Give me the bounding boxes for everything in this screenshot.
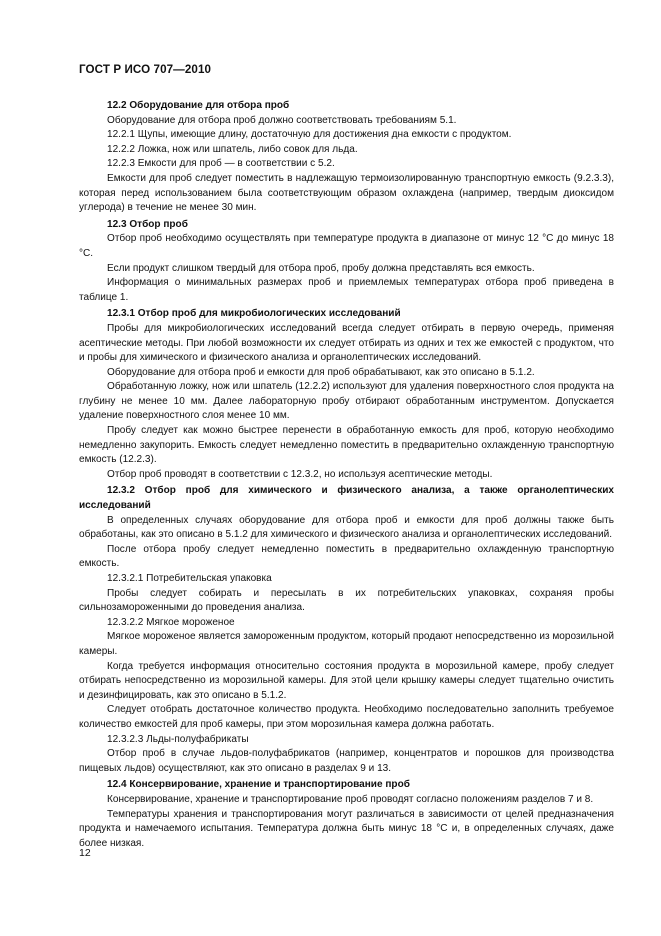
paragraph: Следует отобрать достаточное количество продукта. Необходимо последовательно заполнить требуемое количество емкостей для проб камеры, при этом морозильная камера должна работать. bbox=[79, 704, 614, 730]
paragraph: Пробы следует собирать и пересылать в их потребительских упаковках, сохраняя пробы сильнозамороженными до проведения анализа. bbox=[79, 587, 614, 614]
paragraph: Обработанную ложку, нож или шпатель (12.2.2) используют для удаления поверхностного слоя продукта на глубину не менее 10 мм. Далее лабораторную пробу отбирают обработанным инструментом. Допускается удаление поверхностного слоя менее 10 мм. bbox=[79, 381, 614, 422]
paragraph: Емкости для проб следует поместить в надлежащую термоизолированную транспортную емкость (9.2.3.3), которая перед использованием была соответствующим образом охлаждена (например, твердым диоксидом углерода) в течение не менее 30 мин. bbox=[79, 172, 614, 214]
paragraph: Отбор проб проводят в соответствии с 12.3.2, но используя асептические методы. bbox=[107, 468, 493, 480]
paragraph: Отбор проб необходимо осуществлять при температуре продукта в диапазоне от минус 12 °С до минус 18 °С. bbox=[79, 233, 614, 259]
list-item: 12.2.2 Ложка, нож или шпатель, либо совок для льда. bbox=[107, 143, 358, 155]
subsection-heading: 12.3.1 Отбор проб для микробиологических исследований bbox=[107, 308, 401, 320]
paragraph: Оборудование для отбора проб должно соответствовать требованиям 5.1. bbox=[107, 114, 457, 126]
section-heading: 12.2 Оборудование для отбора проб bbox=[107, 100, 290, 111]
subsection-heading: 12.3.2 Отбор проб для химического и физического анализа, а также органолептических исследований bbox=[79, 485, 614, 512]
standard-header: ГОСТ Р ИСО 707—2010 bbox=[79, 63, 212, 76]
clause-heading: 12.3.2.1 Потребительская упаковка bbox=[107, 573, 272, 584]
list-item: 12.2.3 Емкости для проб — в соответствии с 5.2. bbox=[107, 158, 335, 170]
list-item: 12.2.1 Щупы, имеющие длину, достаточную для достижения дна емкости с продуктом. bbox=[107, 129, 512, 141]
paragraph: Оборудование для отбора проб и емкости для проб обрабатывают, как это описано в 5.1.2. bbox=[107, 366, 535, 378]
paragraph: Температуры хранения и транспортирования могут различаться в зависимости от целей предназначения продукта и намечаемого испытания. Температура должна быть минус 18 °С и, в определенных случаях, даже более низкая. bbox=[79, 808, 614, 849]
page-number: 12 bbox=[79, 847, 91, 859]
paragraph: Пробу следует как можно быстрее перенести в обработанную емкость для проб, которую необходимо немедленно закупорить. Емкость следует немедленно поместить в предварительно охлажденную транспортную емкость (12.2.3). bbox=[79, 425, 614, 466]
paragraph: В определенных случаях оборудование для отбора проб и емкости для проб должны также быть обработаны, как это описано в 5.1.2 для химического и физического анализа и органолептических исследований. bbox=[79, 514, 614, 541]
paragraph: Консервирование, хранение и транспортирование проб проводят согласно положениям разделов 7 и 8. bbox=[107, 793, 594, 805]
clause-heading: 12.3.2.3 Льды-полуфабрикаты bbox=[107, 733, 249, 745]
paragraph: Мягкое мороженое является замороженным продуктом, который продают непосредственно из морозильной камеры. bbox=[79, 631, 614, 657]
paragraph: Когда требуется информация относительно состояния продукта в морозильной камере, пробу следует отбирать непосредственно из морозильной камеры. Для этой цели крышку камеры следует тщательно очистить и дезинфицировать, как это описано в 5.1.2. bbox=[79, 660, 614, 701]
paragraph: Если продукт слишком твердый для отбора проб, пробу должна представлять вся емкость. bbox=[107, 262, 535, 274]
section-heading: 12.3 Отбор проб bbox=[107, 218, 188, 230]
clause-heading: 12.3.2.2 Мягкое мороженое bbox=[107, 616, 235, 628]
paragraph: Отбор проб в случае льдов-полуфабрикатов (например, концентратов и порошков для производства пищевых льдов) осуществляют, как это описано в разделах 9 и 13. bbox=[79, 748, 614, 774]
section-heading: 12.4 Консервирование, хранение и транспортирование проб bbox=[107, 779, 410, 791]
paragraph: Пробы для микробиологических исследований всегда следует отбирать в первую очередь, применяя асептические методы. При любой возможности их следует отбирать из одних и тех же емкостей с продуктом, что и пробы для химического и физического анализа и органолептических исследований. bbox=[79, 322, 614, 364]
document-body bbox=[79, 99, 614, 851]
paragraph: Информация о минимальных размерах проб и приемлемых температурах отбора проб приведена в таблице 1. bbox=[79, 277, 614, 303]
paragraph: После отбора пробу следует немедленно поместить в предварительно охлажденную транспортную емкость. bbox=[79, 543, 614, 570]
